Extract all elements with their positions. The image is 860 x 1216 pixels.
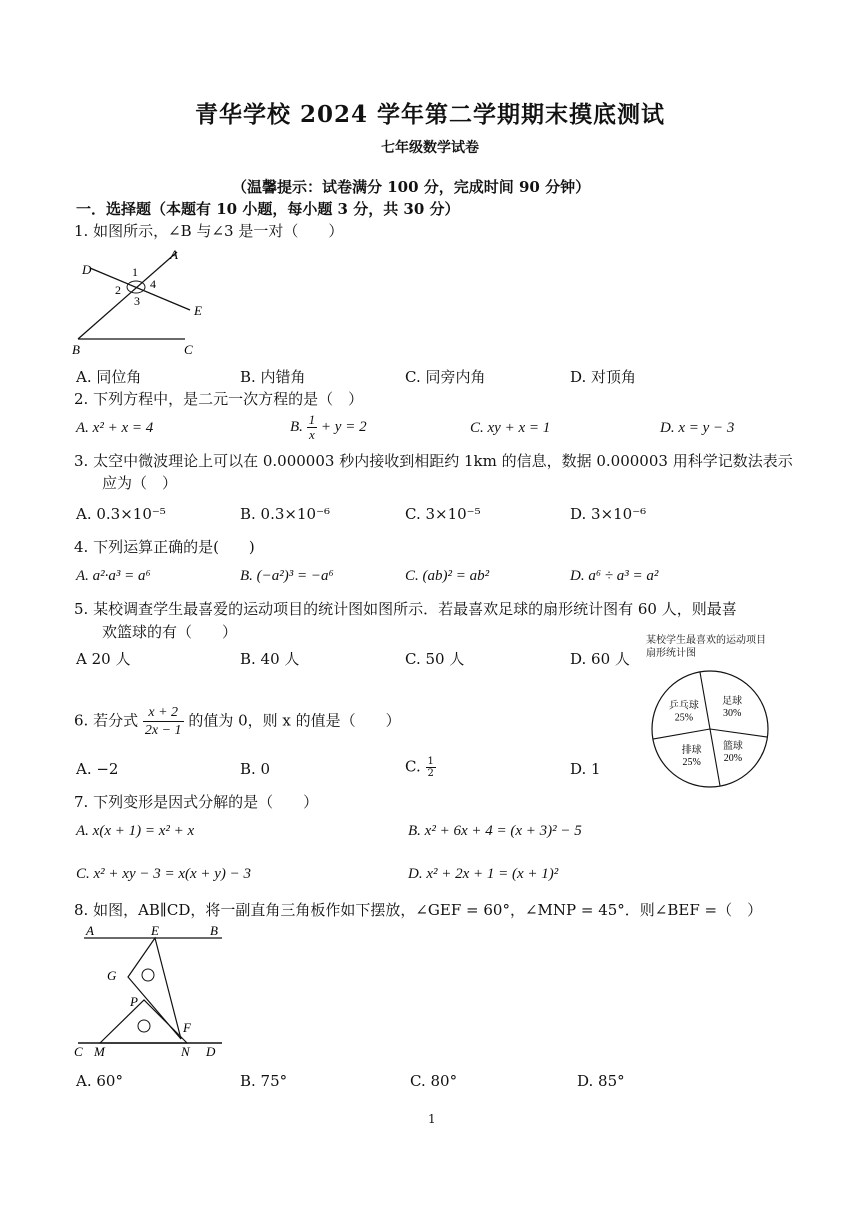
q8-option-d[interactable]: D. 85° xyxy=(577,1072,625,1090)
label-4: 4 xyxy=(150,277,156,291)
label-a: A xyxy=(86,923,94,938)
pie-divider xyxy=(710,729,767,737)
q5-option-d[interactable]: D. 60 人 xyxy=(570,650,630,668)
q2-b-suffix: + y = 2 xyxy=(320,418,367,435)
q7-option-a[interactable]: A. x(x + 1) = x² + x xyxy=(76,823,195,839)
label-n: N xyxy=(181,1044,190,1059)
q2-option-a[interactable]: A. x² + x = 4 xyxy=(76,420,154,436)
pie-slice-percent: 25% xyxy=(674,712,694,724)
label-d: D xyxy=(82,262,92,277)
pie-slice-label: 乒乓球 xyxy=(668,700,699,712)
line-de xyxy=(90,268,190,310)
label-d: D xyxy=(206,1044,216,1059)
section-title: 一．选择题（本题有 10 小题，每小题 3 分，共 30 分） xyxy=(76,200,460,218)
line-ba xyxy=(78,252,177,339)
q5-option-c[interactable]: C. 50 人 xyxy=(405,650,465,668)
q7-stem: 7. 下列变形是因式分解的是（ ） xyxy=(74,793,319,811)
q6-c-fraction xyxy=(426,756,436,779)
q7-option-c[interactable]: C. x² + xy − 3 = x(x + y) − 3 xyxy=(76,866,252,882)
q3-option-b[interactable]: B. 0.3×10⁻⁶ xyxy=(240,505,330,523)
q6-fraction xyxy=(143,704,184,739)
q2-b-den: x xyxy=(309,427,315,442)
exam-tip: （温馨提示：试卷满分 100 分，完成时间 90 分钟） xyxy=(232,178,591,196)
q4-option-b[interactable]: B. (−a²)³ = −a⁶ xyxy=(240,568,334,584)
q3-stem: 3. 太空中微波理论上可以在 0.000003 秒内接收到相距约 1km 的信息，数据 0.000003 用科学记数法表示 xyxy=(74,452,793,470)
q4-stem: 4. 下列运算正确的是( ) xyxy=(74,538,255,556)
q3-option-a[interactable]: A. 0.3×10⁻⁵ xyxy=(76,505,166,523)
q6-stem-suffix: 的值为 0，则 x 的值是（ ） xyxy=(188,711,401,730)
label-a: A xyxy=(170,247,178,262)
q8-option-b[interactable]: B. 75° xyxy=(240,1072,288,1090)
pie-slice-percent: 20% xyxy=(723,753,743,765)
circle-lower xyxy=(138,1020,150,1032)
label-p: P xyxy=(130,994,138,1009)
label-b: B xyxy=(210,923,218,938)
q6-c-den: 2 xyxy=(427,768,434,779)
exam-subtitle: 七年级数学试卷 xyxy=(381,140,479,156)
pie-slice-label: 足球 xyxy=(722,696,743,708)
q1-option-c[interactable]: C. 同旁内角 xyxy=(405,368,486,386)
triangle-mnp xyxy=(100,1000,187,1043)
pie-divider xyxy=(653,729,710,739)
pie-chart-title-line1: 某校学生最喜欢的运动项目 xyxy=(646,635,766,646)
exam-title: 青华学校 2024 学年第二学期期末摸底测试 xyxy=(194,101,666,128)
pie-chart-title-line2: 扇形统计图 xyxy=(646,648,696,659)
q4-option-a[interactable]: A. a²·a³ = a⁶ xyxy=(76,568,151,584)
q1-figure xyxy=(70,242,220,357)
label-e: E xyxy=(194,303,202,318)
pie-chart xyxy=(640,664,780,794)
pie-slice-percent: 25% xyxy=(682,757,701,769)
q1-option-d[interactable]: D. 对顶角 xyxy=(570,368,637,386)
q6-stem-prefix: 6. 若分式 xyxy=(74,711,139,730)
q6-option-b[interactable]: B. 0 xyxy=(240,760,271,778)
q6-c-num: 1 xyxy=(427,756,434,767)
label-3: 3 xyxy=(134,294,140,308)
q6-stem xyxy=(74,704,401,739)
label-c: C xyxy=(74,1044,83,1059)
q6-c-prefix: C. xyxy=(405,757,421,776)
q1-option-b[interactable]: B. 内错角 xyxy=(240,368,306,386)
q2-b-prefix: B. xyxy=(290,418,303,435)
pie-divider xyxy=(710,729,720,786)
q6-option-c[interactable] xyxy=(405,756,436,779)
q2-b-fraction xyxy=(307,413,318,442)
q6-frac-den: 2x − 1 xyxy=(144,723,182,738)
q1-stem: 1. 如图所示，∠B 与∠3 是一对（ ） xyxy=(74,222,344,240)
label-b: B xyxy=(72,342,80,357)
q2-b-num: 1 xyxy=(308,412,316,427)
q6-option-a[interactable]: A. −2 xyxy=(76,760,119,778)
q5-option-a[interactable]: A 20 人 xyxy=(76,650,131,668)
q2-option-b[interactable] xyxy=(290,413,367,442)
label-m: M xyxy=(94,1044,105,1059)
q3-option-d[interactable]: D. 3×10⁻⁶ xyxy=(570,505,647,523)
q8-stem: 8. 如图，AB∥CD，将一副直角三角板作如下摆放，∠GEF = 60°，∠MNP = 45°．则∠BEF =（ ） xyxy=(74,901,763,919)
pie-slice-percent: 30% xyxy=(722,708,742,720)
q8-option-c[interactable]: C. 80° xyxy=(410,1072,458,1090)
pie-slice-label: 篮球 xyxy=(722,741,743,753)
q6-frac-num: x + 2 xyxy=(143,704,184,722)
q3-option-c[interactable]: C. 3×10⁻⁵ xyxy=(405,505,481,523)
q5-stem: 5. 某校调查学生最喜爱的运动项目的统计图如图所示．若最喜欢足球的扇形统计图有 60 人，则最喜 xyxy=(74,600,737,618)
circle-upper xyxy=(142,969,154,981)
label-f: F xyxy=(183,1020,191,1035)
q2-option-c[interactable]: C. xy + x = 1 xyxy=(470,420,551,436)
q8-figure xyxy=(70,922,240,1062)
q2-option-d[interactable]: D. x = y − 3 xyxy=(660,420,735,436)
pie-chart-title xyxy=(646,634,766,660)
q5-option-b[interactable]: B. 40 人 xyxy=(240,650,300,668)
label-g: G xyxy=(107,968,117,983)
q8-option-a[interactable]: A. 60° xyxy=(76,1072,123,1090)
q1-option-a[interactable]: A. 同位角 xyxy=(76,368,142,386)
pie-slice-label: 排球 xyxy=(681,745,702,757)
q4-option-d[interactable]: D. a⁶ ÷ a³ = a² xyxy=(570,568,659,584)
q3-stem-2: 应为（ ） xyxy=(102,474,178,492)
page-number: 1 xyxy=(428,1112,436,1126)
q5-stem-2: 欢篮球的有（ ） xyxy=(102,623,238,641)
q7-option-b[interactable]: B. x² + 6x + 4 = (x + 3)² − 5 xyxy=(408,823,582,839)
q7-option-d[interactable]: D. x² + 2x + 1 = (x + 1)² xyxy=(408,866,559,882)
q2-stem: 2. 下列方程中，是二元一次方程的是（ ） xyxy=(74,390,364,408)
triangle-gef xyxy=(128,938,181,1039)
label-1: 1 xyxy=(132,265,138,279)
label-c: C xyxy=(184,342,193,357)
q6-option-d[interactable]: D. 1 xyxy=(570,760,601,778)
label-e: E xyxy=(151,923,159,938)
label-2: 2 xyxy=(115,283,121,297)
q4-option-c[interactable]: C. (ab)² = ab² xyxy=(405,568,490,584)
pie-divider xyxy=(700,672,710,729)
